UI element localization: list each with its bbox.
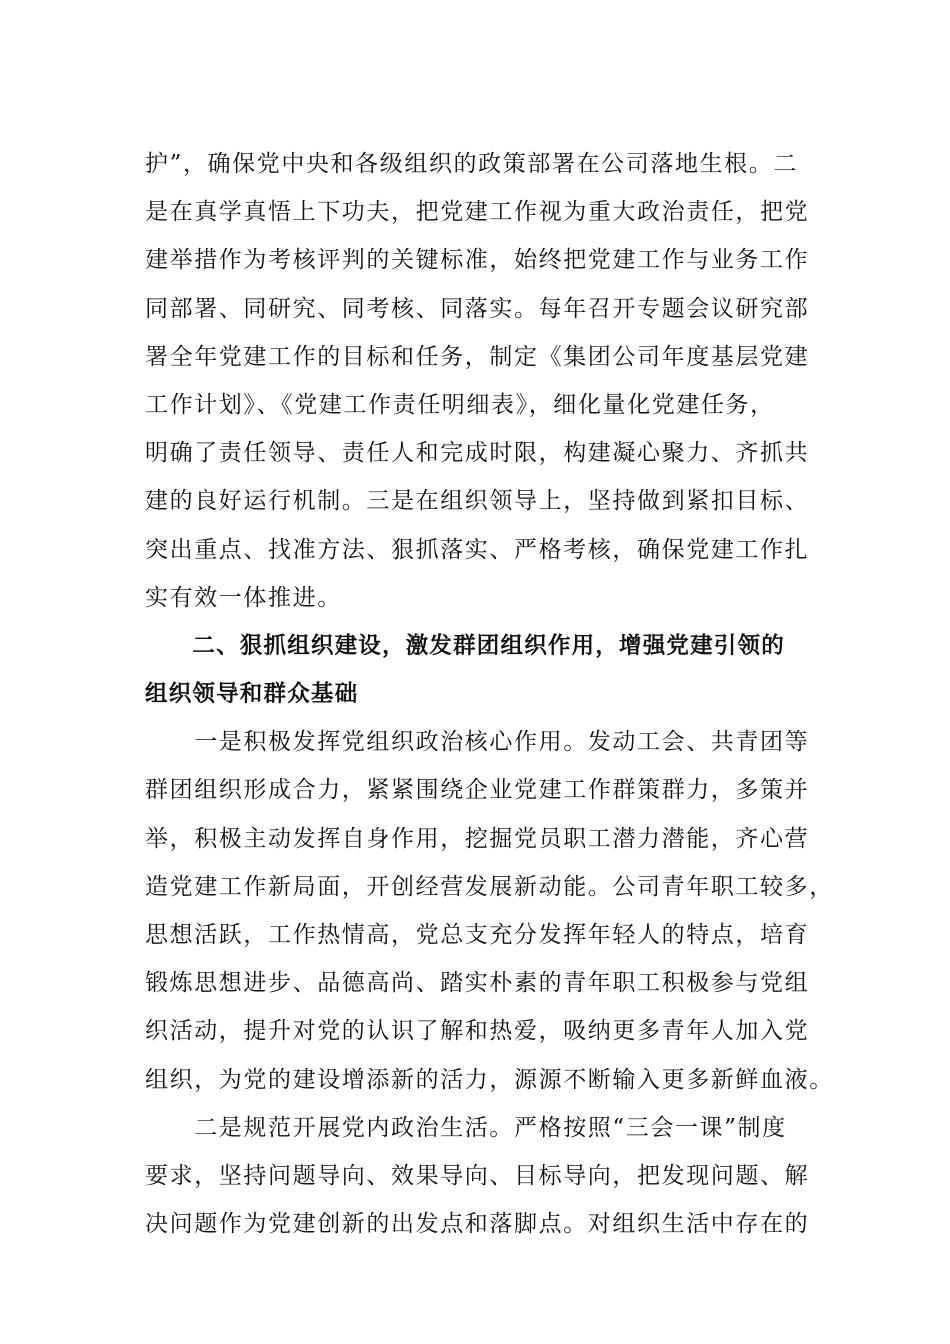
heading-line: 二、狠抓组织建设，激发群团组织作用，增强党建引领的	[145, 632, 785, 659]
text-line: 工作计划》、《党建工作责任明细表》，细化量化党建任务，	[145, 391, 775, 418]
text-line: 二是规范开展党内政治生活。严格按照“三会一课”制度	[145, 1114, 787, 1141]
paragraph-1	[145, 140, 825, 622]
text-line: 明确了责任领导、责任人和完成时限，构建凝心聚力、齐抓共	[145, 440, 810, 467]
text-line: 是在真学真悟上下功夫，把党建工作视为重大政治责任，把党	[145, 199, 810, 226]
text-line: 锻炼思想进步、品德高尚、踏实朴素的青年职工积极参与党组	[145, 970, 810, 997]
text-line: 要求，坚持问题导向、效果导向、目标导向，把发现问题、解	[145, 1162, 810, 1189]
document-body	[145, 140, 834, 1248]
text-line: 署全年党建工作的目标和任务，制定《集团公司年度基层党建	[145, 343, 810, 370]
text-line: 思想活跃，工作热情高，党总支充分发挥年轻人的特点，培育	[145, 922, 810, 948]
section-heading	[145, 622, 825, 718]
text-line: 同部署、同研究、同考核、同落实。每年召开专题会议研究部	[145, 295, 810, 322]
text-line: 建举措作为考核评判的关键标准，始终把党建工作与业务工作	[145, 247, 810, 274]
text-line: 护”，确保党中央和各级组织的政策部署在公司落地生根。二	[145, 151, 798, 177]
paragraph-3	[145, 1104, 825, 1249]
text-line: 实有效一体推进。	[145, 584, 342, 611]
text-line: 织活动，提升对党的认识了解和热爱，吸纳更多青年人加入党	[145, 1018, 810, 1045]
text-line: 决问题作为党建创新的出发点和落脚点。对组织生活中存在的	[145, 1211, 810, 1238]
paragraph-2	[145, 718, 834, 1104]
text-line: 举，积极主动发挥自身作用，挖掘党员职工潜力潜能，齐心营	[145, 825, 810, 852]
text-line: 造党建工作新局面，开创经营发展新动能。公司青年职工较多，	[145, 873, 834, 900]
text-line: 群团组织形成合力，紧紧围绕企业党建工作群策群力，多策并	[145, 777, 810, 804]
text-line: 组织，为党的建设增添新的活力，源源不断输入更多新鲜血液。	[145, 1066, 834, 1093]
heading-line: 组织领导和群众基础	[145, 681, 359, 708]
text-line: 建的良好运行机制。三是在组织领导上，坚持做到紧扣目标、	[145, 488, 810, 515]
text-line: 一是积极发挥党组织政治核心作用。发动工会、共青团等	[145, 729, 810, 756]
text-line: 突出重点、找准方法、狠抓落实、严格考核，确保党建工作扎	[145, 536, 810, 563]
